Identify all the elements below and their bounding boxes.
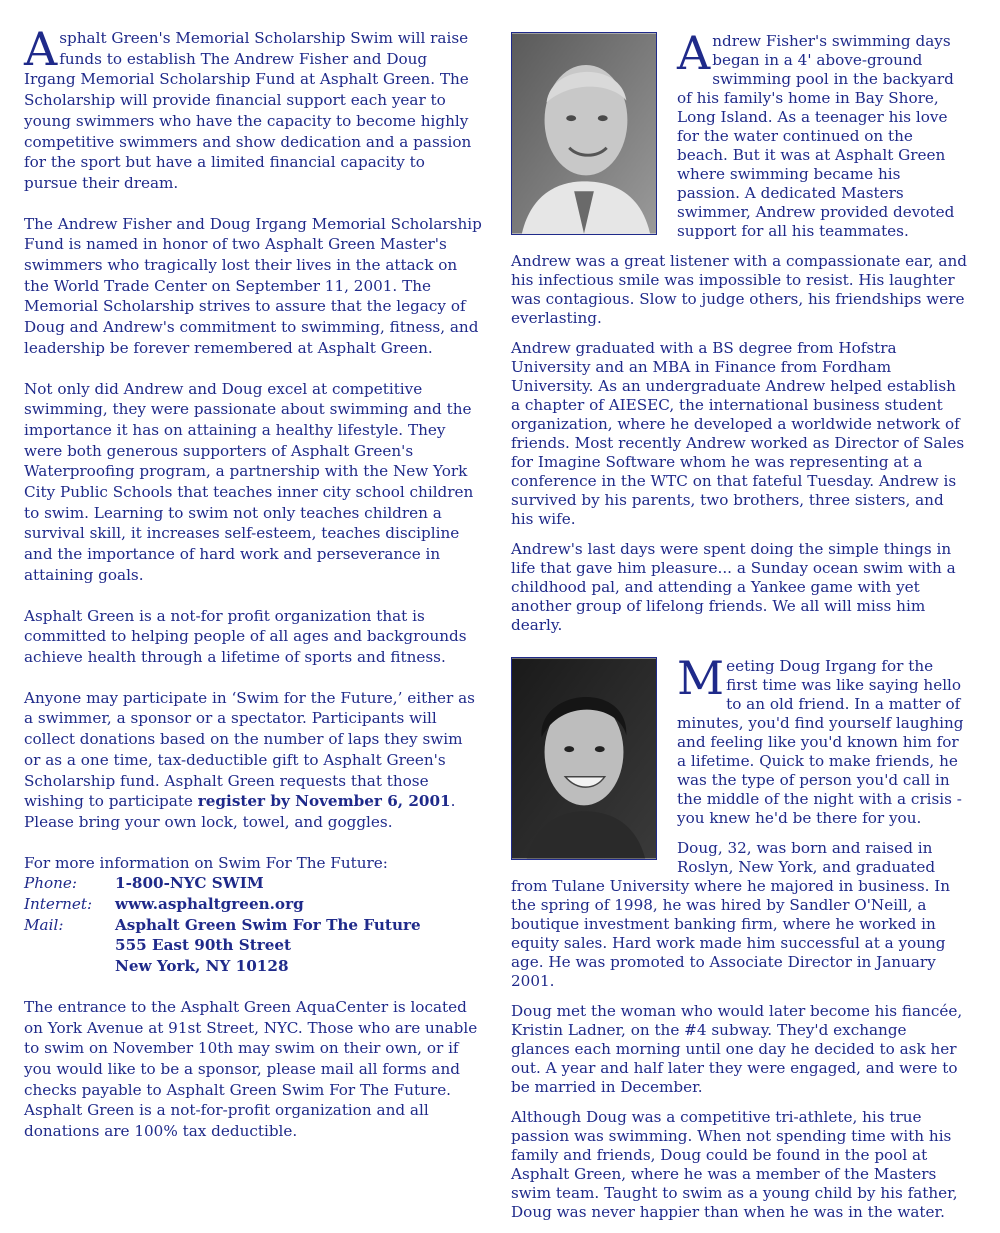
internet-row <box>24 894 482 915</box>
dropcap-letter: M <box>677 651 725 705</box>
entrance-paragraph: The entrance to the Asphalt Green AquaCenter is located on York Avenue at 91st Street, NYC. Those who are unable to swim on November 10th may swim on their own, or if you would like to be a sponsor, please mail all forms and checks payable to Asphalt Green Swim For The Future. Asphalt Green is a not-for-profit organization and all donations are 100% tax deductible. <box>24 997 478 1141</box>
doug-intro-text: eeting Doug Irgang for the first time was like saying hello to an old friend. In a matter of minutes, you'd find yourself laughing and feeling like you'd known him for a lifetime. Quick to make friends, he was the type of person you'd call in the middle of the night with a crisis - you knew he'd be there for you. <box>677 657 964 827</box>
intro-text: sphalt Green's Memorial Scholarship Swim will raise funds to establish The Andrew Fisher and Doug Irgang Memorial Scholarship Fund at Asphalt Green. The Scholarship will provide financial support each year to young swimmers who have the capacity to become highly competitive swimmers and show dedication and a passion for the sport but have a limited financial capacity to pursue their dream. <box>24 29 472 192</box>
mail-label: Mail: <box>24 915 64 934</box>
contact-heading: For more information on Swim For The Future: <box>24 853 388 872</box>
phone-label: Phone: <box>24 874 78 893</box>
doug-irgang-photo <box>511 657 657 860</box>
andrew-fisher-photo <box>511 32 657 235</box>
legacy-paragraph: Not only did Andrew and Doug excel at competitive swimming, they were passionate about swimming and the importance it has on attaining a healthy lifestyle. They were both generous supporters of Asphalt Green's Waterproofing program, a partnership with the New York City Public Schools that teaches inner city school children to swim. Learning to swim not only teaches children a survival skill, it increases self-esteem, teaches discipline and the importance of hard work and perseverance in attaining goals. <box>24 379 474 584</box>
registration-deadline: register by November 6, 2001 <box>197 792 451 811</box>
mail-line-2: 555 East 90th Street <box>115 936 292 955</box>
andrew-section <box>511 26 967 635</box>
andrew-paragraph-3: Andrew graduated with a BS degree from Hofstra University and an MBA in Finance from Fordham University. As an undergraduate Andrew helped establish a chapter of AIESEC, the international business student organization, where he developed a worldwide network of friends. Most recently Andrew worked as Director of Sales for Imagine Software whom he was representing at a conference in the WTC on that fateful Tuesday. Andrew is survived by his parents, two brothers, three sisters, and his wife. <box>511 339 965 528</box>
mail-row <box>24 915 482 977</box>
andrew-paragraph-2: Andrew was a great listener with a compassionate ear, and his infectious smile was impossible to resist. His laughter was contagious. Slow to judge others, his friendships were everlasting. <box>511 252 967 327</box>
andrew-intro-text: ndrew Fisher's swimming days began in a 4' above-ground swimming pool in the backyard of his family's home in Bay Shore, Long Island. As a teenager his love for the water continued on the beach. But it was at Asphalt Green where swimming became his passion. A dedicated Masters swimmer, Andrew provided devoted support for all his teammates. <box>677 32 955 240</box>
portrait-photo-icon <box>512 658 656 859</box>
organization-paragraph: Asphalt Green is a not-for profit organization that is committed to helping people of all ages and backgrounds achieve health through a lifetime of sports and fitness. <box>24 606 467 666</box>
mail-address <box>115 915 421 977</box>
website-link[interactable]: www.asphaltgreen.org <box>115 895 304 914</box>
participation-paragraph <box>24 688 482 833</box>
mail-line-3: New York, NY 10128 <box>115 957 289 976</box>
doug-section <box>511 651 967 1222</box>
right-column <box>511 26 967 1233</box>
phone-number: 1-800-NYC SWIM <box>115 874 264 893</box>
andrew-paragraph-4: Andrew's last days were spent doing the simple things in life that gave him pleasure... a Sunday ocean swim with a childhood pal, and attending a Yankee game with yet another group of lifelong friends. We all will miss him dearly. <box>511 540 956 634</box>
participation-text: Anyone may participate in ‘Swim for the Future,’ either as a swimmer, a sponsor or a spectator. Participants will collect donations based on the number of laps they swim or as a one time, tax-deductible gift to Asphalt Green's Scholarship fund. Asphalt Green requests that those wishing to participate <box>24 688 475 811</box>
doug-paragraph-2: Doug, 32, was born and raised in Roslyn, New York, and graduated from Tulane University where he majored in business. In the spring of 1998, he was hired by Sandler O'Neill, a boutique investment banking firm, where he worked in equity sales. Hard work made him successful at a young age. He was promoted to Associate Director in January 2001. <box>511 839 951 990</box>
left-column <box>24 22 482 1162</box>
dropcap-letter: A <box>24 22 58 76</box>
internet-label: Internet: <box>24 895 93 914</box>
doug-paragraph-3: Doug met the woman who would later become his fiancée, Kristin Ladner, on the #4 subway. They'd exchange glances each morning until one day he decided to ask her out. A year and half later they were engaged, and were to be married in December. <box>511 1002 963 1096</box>
contact-info <box>24 853 482 977</box>
intro-paragraph <box>24 22 482 194</box>
mail-line-1: Asphalt Green Swim For The Future <box>115 915 421 934</box>
participation-text-end: . Please bring your own lock, towel, and goggles. <box>24 792 456 831</box>
doug-paragraph-4: Although Doug was a competitive tri-athlete, his true passion was swimming. When not spending time with his family and friends, Doug could be found in the pool at Asphalt Green, where he was a member of the Masters swim team. Taught to swim as a young child by his father, Doug was never happier than when he was in the water. <box>511 1108 958 1221</box>
dropcap-letter: A <box>677 26 711 80</box>
phone-row <box>24 873 482 894</box>
fund-paragraph: The Andrew Fisher and Doug Irgang Memorial Scholarship Fund is named in honor of two Asphalt Green Master's swimmers who tragically lost their lives in the attack on the World Trade Center on September 11, 2001. The Memorial Scholarship strives to assure that the legacy of Doug and Andrew's commitment to swimming, fitness, and leadership be forever remembered at Asphalt Green. <box>24 214 482 357</box>
portrait-photo-icon <box>512 33 656 234</box>
